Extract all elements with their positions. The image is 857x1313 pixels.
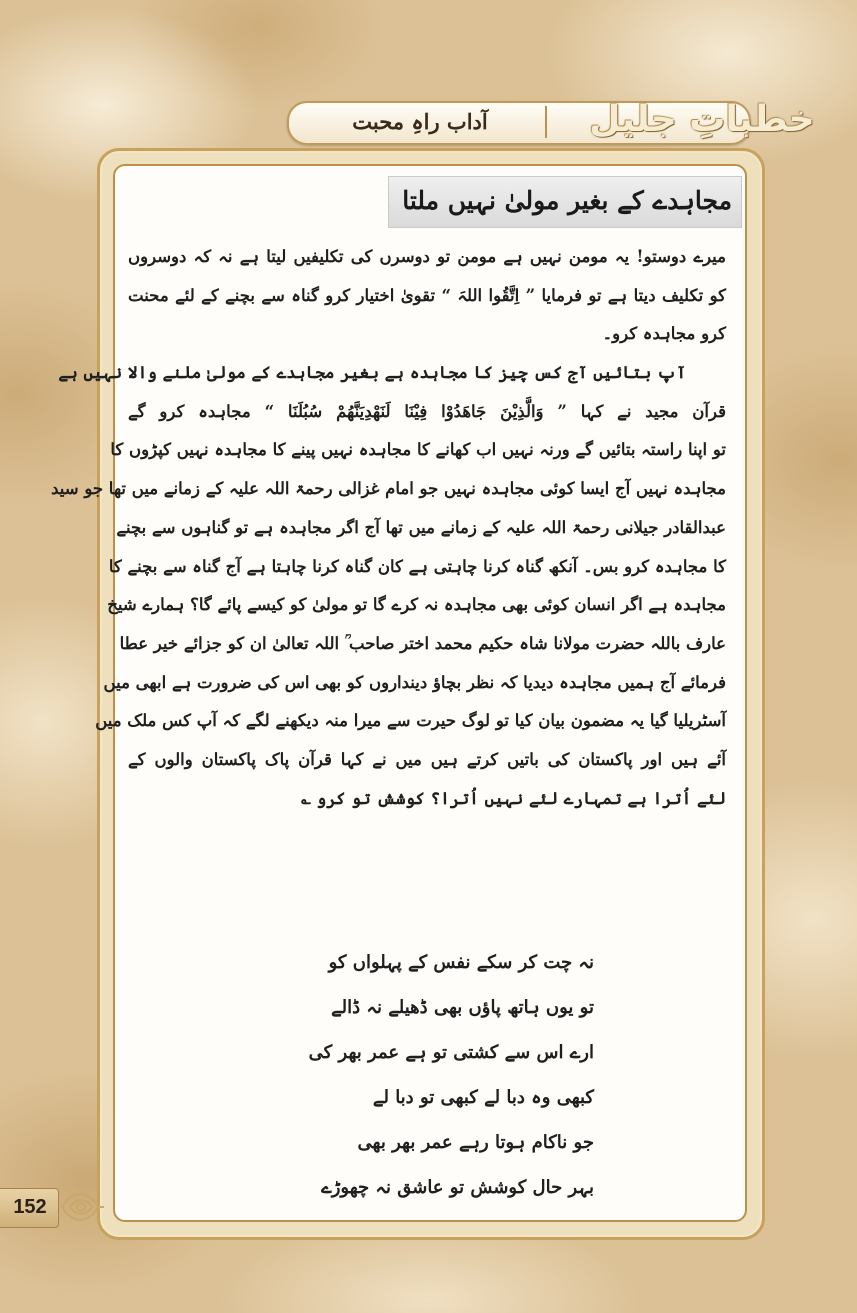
section-heading: مجاہدے کے بغیر مولیٰ نہیں ملتا — [402, 186, 732, 215]
body-line: عبدالقادر جیلانی رحمۃ اللہ علیہ کے زمانے میں تھا آج اگر مجاہدہ ہے تو گناہوں سے بچنے — [116, 517, 726, 537]
body-line: آسٹریلیا گیا یہ مضمون بیان کیا تو لوگ حیرت سے میرا منہ دیکھنے لگے کہ آپ کس ملک میں — [95, 711, 726, 731]
body-line: مجاہدہ ہے اگر انسان کوئی بھی مجاہدہ نہ کرے گا تو مولیٰ کو کیسے پائے گا؟ ہمارے شیخ — [107, 595, 726, 615]
poem-line: کبھی وہ دبا لے کبھی تو دبا لے — [372, 1087, 594, 1108]
page-number: 152 — [13, 1196, 47, 1218]
poem — [268, 940, 594, 1210]
body-line: آئے ہیں اور پاکستان کی باتیں کرتے ہیں میں نے کہا قرآن پاک پاکستان والوں کے — [128, 749, 726, 769]
poem-line: نہ چت کر سکے نفس کے پہلواں کو — [328, 952, 594, 973]
body-text — [51, 238, 726, 878]
series-title-logo: خطباتِ جلیل — [589, 99, 815, 140]
body-line: فرمائے آج ہمیں مجاہدہ دیدیا کہ نظر بچاؤ دینداروں کو بھی اس کی ضرورت ہے ابھی میں — [103, 672, 726, 692]
body-line: قرآن مجید نے کہا ” وَالَّذِیْنَ جَاھَدُوْا فِیْنَا لَنَھْدِیَنَّھُمْ سُبُلَنَا “ مجاہدہ کرو گے — [128, 401, 726, 421]
body-line: عارف باللہ حضرت مولانا شاہ حکیم محمد اختر صاحب ؒ اللہ تعالیٰ ان کو جزائے خیر عطا — [119, 633, 726, 653]
body-line: کرو مجاہدہ کرو۔ — [602, 324, 726, 344]
poem-line: تو یوں ہاتھ پاؤں بھی ڈھیلے نہ ڈالے — [331, 997, 594, 1018]
header-divider — [545, 106, 547, 138]
body-line: آپ بتائیں آج کس چیز کا مجاہدہ ہے بغیر مجاہدے کے مولیٰ ملنے والا نہیں ہے — [58, 363, 686, 383]
poem-line: ارے اس سے کشتی تو ہے عمر بھر کی — [308, 1042, 594, 1063]
body-line: تو اپنا راستہ بتائیں گے ورنہ نہیں اب کھانے کا مجاہدہ نہیں پینے کا مجاہدہ نہیں کپڑوں کا — [110, 440, 726, 460]
poem-line: بہر حال کوشش تو عاشق نہ چھوڑے — [321, 1177, 594, 1198]
body-line: کا مجاہدہ کرو بس۔ آنکھ گناہ کرنا چاہتی ہے کان گناہ کرنا چاہتا ہے آج گناہ سے بچنے کا — [108, 556, 726, 576]
body-line: کو تکلیف دیتا ہے تو فرمایا ” اِتَّقُوا اللہَ “ تقویٰ اختیار کرو گناہ سے بچنے کے لئے محنت — [128, 285, 726, 305]
body-line: میرے دوستو! یہ مومن نہیں ہے مومن تو دوسرں کی تکلیفیں لیتا ہے نہ کہ دوسروں — [128, 247, 726, 266]
poem-line: جو ناکام ہوتا رہے عمر بھر بھی — [357, 1132, 594, 1153]
body-line: مجاہدہ نہیں آج ایسا کوئی مجاہدہ نہیں جو امام غزالی رحمۃ اللہ علیہ کے زمانے میں تھا جو سید — [51, 479, 726, 499]
chapter-title: آداب راہِ محبت — [352, 109, 488, 134]
body-line: لئے اُترا ہے تمہارے لئے نہیں اُترا؟ کوشش تو کرو ؎ — [301, 788, 726, 808]
ornament-icon — [58, 1180, 106, 1234]
